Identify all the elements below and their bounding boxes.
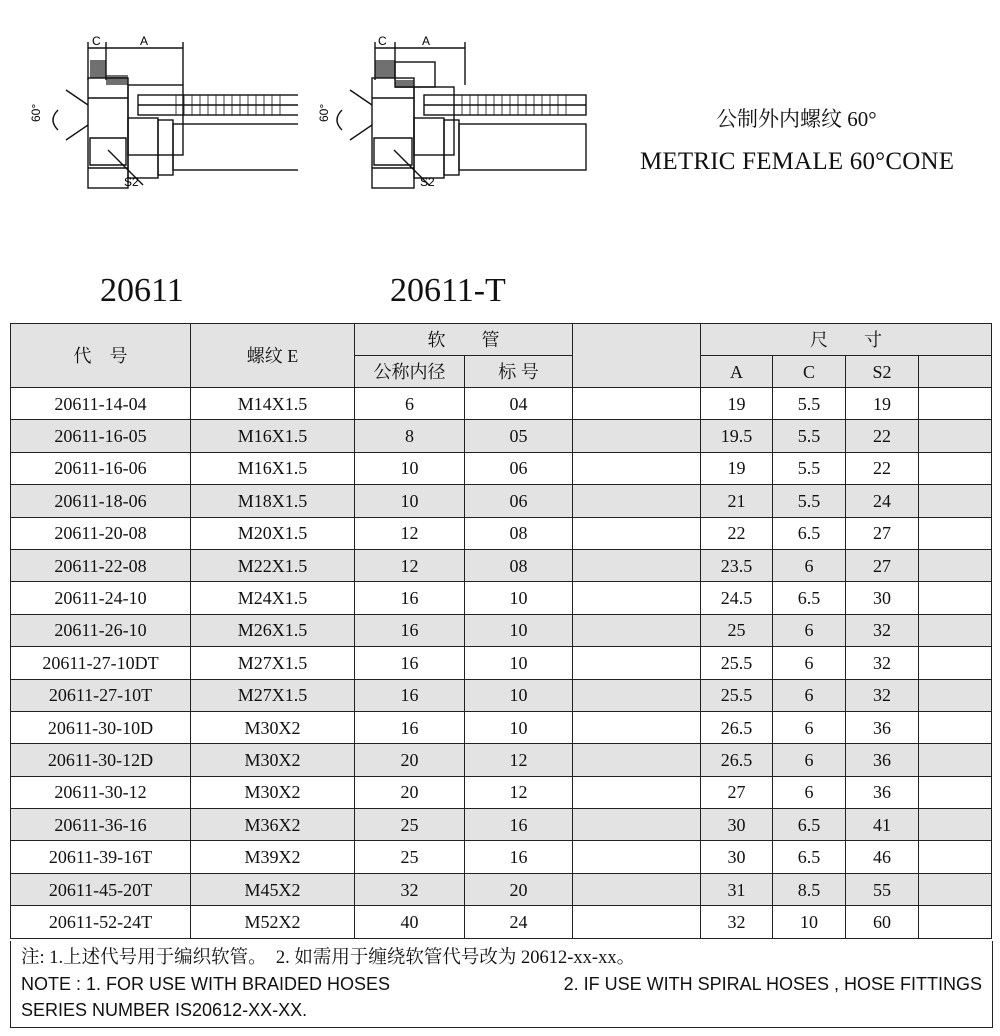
cell-a: 19 [701,388,773,420]
header-code: 代 号 [11,324,191,388]
model-number-2: 20611-T [390,272,506,309]
cell-hose-dn: 10 [355,485,465,517]
cell-a: 30 [701,809,773,841]
cell-hose-mark: 10 [465,614,573,646]
cell-thread: M45X2 [191,873,355,905]
cell-s2: 36 [846,711,919,743]
cell-code: 20611-27-10T [11,679,191,711]
header-hose: 软 管 [355,324,573,356]
cell-c: 6.5 [773,517,846,549]
cell-code: 20611-30-10D [11,711,191,743]
cell-code: 20611-26-10 [11,614,191,646]
cell-code: 20611-16-06 [11,452,191,484]
cell-hose-mark: 08 [465,517,573,549]
cell-extra [919,776,992,808]
cell-extra [919,841,992,873]
cell-a: 24.5 [701,582,773,614]
cell-hose-dn: 16 [355,711,465,743]
cell-a: 31 [701,873,773,905]
cell-thread: M14X1.5 [191,388,355,420]
cell-hose-dn: 20 [355,744,465,776]
cell-hose-dn: 25 [355,809,465,841]
cell-thread: M30X2 [191,776,355,808]
note-chinese: 注: 1.上述代号用于编织软管。 2. 如需用于缠绕软管代号改为 20612-xx-xx。 [21,948,636,968]
cell-hose-dn: 10 [355,452,465,484]
cell-blank [573,647,701,679]
cell-extra [919,906,992,938]
cell-blank [573,809,701,841]
cell-hose-dn: 25 [355,841,465,873]
cell-s2: 27 [846,517,919,549]
cell-hose-mark: 12 [465,744,573,776]
cell-code: 20611-27-10DT [11,647,191,679]
cell-thread: M30X2 [191,744,355,776]
cell-thread: M16X1.5 [191,420,355,452]
cell-code: 20611-16-05 [11,420,191,452]
cell-extra [919,873,992,905]
cell-c: 6 [773,549,846,581]
cell-thread: M30X2 [191,711,355,743]
cell-hose-mark: 12 [465,776,573,808]
cell-hose-mark: 16 [465,809,573,841]
cell-blank [573,517,701,549]
dim-a-label-2: A [422,34,431,48]
cell-a: 19.5 [701,420,773,452]
cell-extra [919,809,992,841]
title-chinese: 公制外内螺纹 60° [716,107,877,131]
cell-hose-dn: 8 [355,420,465,452]
cell-thread: M16X1.5 [191,452,355,484]
cell-extra [919,485,992,517]
cell-thread: M36X2 [191,809,355,841]
cell-c: 6 [773,711,846,743]
cell-c: 8.5 [773,873,846,905]
note-english-part1: NOTE : 1. FOR USE WITH BRAIDED HOSES [21,974,391,994]
header-dimensions: 尺 寸 [701,324,992,356]
cell-extra [919,647,992,679]
cell-extra [919,388,992,420]
cell-blank [573,614,701,646]
cell-hose-mark: 10 [465,582,573,614]
cell-c: 10 [773,906,846,938]
table-row [11,420,992,452]
table-row [11,809,992,841]
cell-s2: 55 [846,873,919,905]
cell-hose-mark: 06 [465,452,573,484]
cell-hose-dn: 20 [355,776,465,808]
table-row [11,647,992,679]
cell-blank [573,873,701,905]
cell-hose-mark: 08 [465,549,573,581]
cell-thread: M26X1.5 [191,614,355,646]
dim-c-label-2: C [378,34,387,48]
cell-s2: 30 [846,582,919,614]
cell-thread: M20X1.5 [191,517,355,549]
cell-s2: 32 [846,679,919,711]
angle-label-2: 60° [317,103,331,122]
cell-code: 20611-24-10 [11,582,191,614]
cell-code: 20611-14-04 [11,388,191,420]
cell-s2: 32 [846,614,919,646]
header-a: A [701,356,773,388]
cell-c: 6.5 [773,841,846,873]
cell-c: 5.5 [773,420,846,452]
cell-blank [573,582,701,614]
cell-code: 20611-36-16 [11,809,191,841]
cell-blank [573,711,701,743]
cell-c: 6.5 [773,582,846,614]
notes [10,941,993,1028]
s2-label: S2 [124,175,139,189]
cell-hose-dn: 16 [355,614,465,646]
cell-thread: M27X1.5 [191,647,355,679]
table-row [11,744,992,776]
cell-s2: 19 [846,388,919,420]
cell-blank [573,679,701,711]
cell-extra [919,744,992,776]
cell-hose-dn: 12 [355,549,465,581]
cell-c: 6 [773,744,846,776]
cell-hose-mark: 05 [465,420,573,452]
cell-code: 20611-30-12 [11,776,191,808]
cell-blank [573,452,701,484]
header-thread: 螺纹 E [191,324,355,388]
cell-hose-mark: 06 [465,485,573,517]
fitting-drawing-20611 [18,0,298,215]
cell-c: 6.5 [773,809,846,841]
cell-c: 6 [773,776,846,808]
cell-extra [919,711,992,743]
cell-s2: 22 [846,420,919,452]
title-english: METRIC FEMALE 60°CONE [640,148,955,175]
cell-a: 21 [701,485,773,517]
cell-code: 20611-39-16T [11,841,191,873]
cell-extra [919,549,992,581]
table-row [11,776,992,808]
table-row [11,906,992,938]
cell-s2: 46 [846,841,919,873]
cell-thread: M24X1.5 [191,582,355,614]
header-hose-mark: 标 号 [465,356,573,388]
cell-code: 20611-18-06 [11,485,191,517]
cell-c: 5.5 [773,388,846,420]
header-s2: S2 [846,356,919,388]
cell-hose-mark: 16 [465,841,573,873]
cell-extra [919,420,992,452]
dim-c-label: C [92,34,101,48]
cell-blank [573,776,701,808]
cell-blank [573,420,701,452]
cell-a: 25.5 [701,647,773,679]
cell-blank [573,485,701,517]
cell-code: 20611-45-20T [11,873,191,905]
cell-extra [919,517,992,549]
s2-label-2: S2 [420,175,435,189]
cell-a: 23.5 [701,549,773,581]
cell-blank [573,906,701,938]
table-row [11,614,992,646]
cell-code: 20611-52-24T [11,906,191,938]
cell-c: 6 [773,614,846,646]
cell-extra [919,582,992,614]
cell-s2: 27 [846,549,919,581]
table-row [11,485,992,517]
cell-c: 5.5 [773,485,846,517]
cell-blank [573,841,701,873]
cell-a: 30 [701,841,773,873]
cell-extra [919,452,992,484]
cell-hose-dn: 16 [355,647,465,679]
table-row [11,452,992,484]
cell-a: 26.5 [701,711,773,743]
cell-a: 32 [701,906,773,938]
cell-thread: M39X2 [191,841,355,873]
spec-table-body [11,388,992,939]
table-row [11,841,992,873]
cell-hose-mark: 10 [465,679,573,711]
cell-thread: M22X1.5 [191,549,355,581]
cell-code: 20611-20-08 [11,517,191,549]
cell-hose-mark: 10 [465,711,573,743]
cell-c: 5.5 [773,452,846,484]
header-c: C [773,356,846,388]
header-hose-dn: 公称内径 [355,356,465,388]
cell-thread: M52X2 [191,906,355,938]
spec-table [10,323,992,939]
cell-hose-mark: 24 [465,906,573,938]
cell-hose-dn: 16 [355,679,465,711]
cell-s2: 32 [846,647,919,679]
model-number-1: 20611 [100,272,184,309]
cell-c: 6 [773,647,846,679]
table-row [11,388,992,420]
cell-code: 20611-30-12D [11,744,191,776]
dim-a-label: A [140,34,149,48]
cell-a: 25 [701,614,773,646]
note-english-line2: SERIES NUMBER IS20612-XX-XX. [21,1000,308,1020]
table-row [11,679,992,711]
note-english-part2: 2. IF USE WITH SPIRAL HOSES , HOSE FITTINGS [563,974,982,994]
cell-hose-dn: 40 [355,906,465,938]
cell-hose-mark: 04 [465,388,573,420]
cell-s2: 60 [846,906,919,938]
fitting-drawing-20611-t [310,0,600,215]
cell-hose-dn: 16 [355,582,465,614]
cell-s2: 36 [846,776,919,808]
cell-s2: 41 [846,809,919,841]
table-row [11,711,992,743]
cell-extra [919,679,992,711]
cell-extra [919,614,992,646]
cell-a: 25.5 [701,679,773,711]
cell-s2: 24 [846,485,919,517]
table-row [11,582,992,614]
cell-hose-mark: 10 [465,647,573,679]
cell-hose-dn: 32 [355,873,465,905]
cell-a: 19 [701,452,773,484]
cell-blank [573,388,701,420]
cell-hose-mark: 20 [465,873,573,905]
header-blank [573,324,701,388]
cell-s2: 22 [846,452,919,484]
cell-thread: M18X1.5 [191,485,355,517]
note-english-line1 [21,971,982,997]
cell-blank [573,549,701,581]
table-row [11,873,992,905]
cell-thread: M27X1.5 [191,679,355,711]
cell-hose-dn: 12 [355,517,465,549]
cell-c: 6 [773,679,846,711]
angle-label: 60° [29,103,43,122]
cell-a: 26.5 [701,744,773,776]
table-row [11,549,992,581]
cell-hose-dn: 6 [355,388,465,420]
cell-code: 20611-22-08 [11,549,191,581]
cell-a: 27 [701,776,773,808]
cell-s2: 36 [846,744,919,776]
cell-a: 22 [701,517,773,549]
cell-blank [573,744,701,776]
table-row [11,517,992,549]
header-extra [919,356,992,388]
